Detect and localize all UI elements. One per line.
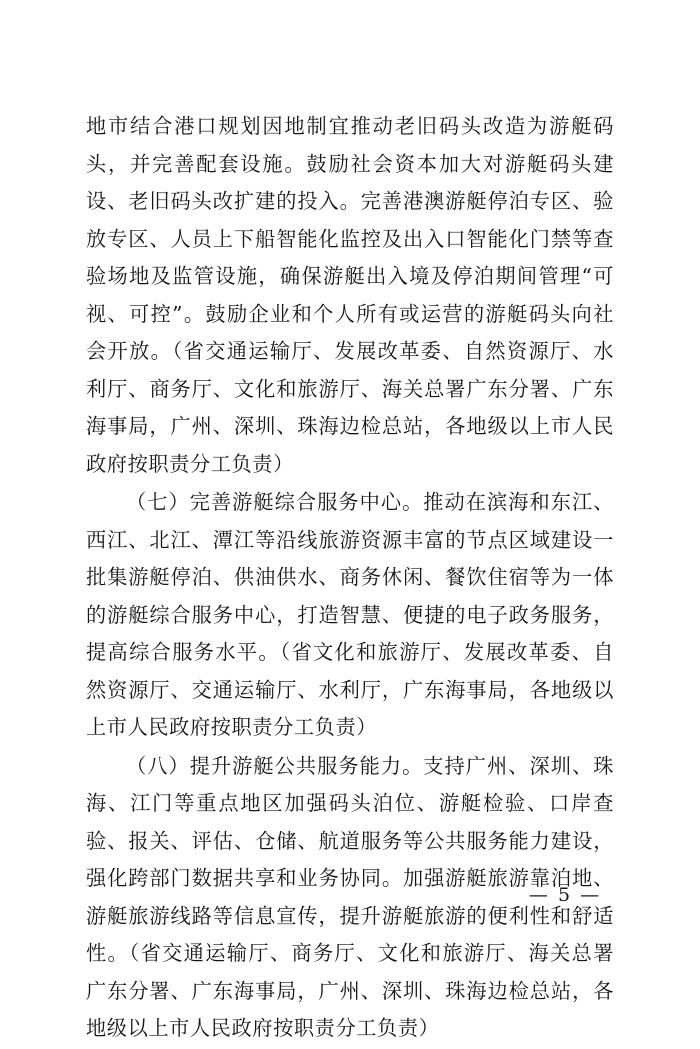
page-number <box>0 884 700 906</box>
page-body <box>86 108 614 1049</box>
page-number-text: — 5 — <box>528 884 602 906</box>
paragraph-continued: 地市结合港口规划因地制宜推动老旧码头改造为游艇码头，并完善配套设施。鼓励社会资本加大对游艇码头建设、老旧码头改扩建的投入。完善港澳游艇停泊专区、验放专区、人员上下船智能化监控及出入口智能化门禁等查验场地及监管设施，确保游艇出入境及停泊期间管理“可视、可控”。鼓励企业和个人所有或运营的游艇码头向社会开放。（省交通运输厅、发展改革委、自然资源厅、水利厅、商务厅、文化和旅游厅、海关总署广东分署、广东海事局，广州、深圳、珠海边检总站，各地级以上市人民政府按职责分工负责） <box>86 114 614 476</box>
paragraph-section-eight: （八）提升游艇公共服务能力。支持广州、深圳、珠海、江门等重点地区加强码头泊位、游艇检验、口岸查验、报关、评估、仓储、航道服务等公共服务能力建设，强化跨部门数据共享和业务协同。加强游艇旅游靠泊地、游艇旅游线路等信息宣传，提升游艇旅游的便利性和舒适性。（省交通运输厅、商务厅、文化和旅游厅、海关总署广东分署、广东海事局，广州、深圳、珠海边检总站，各地级以上市人民政府按职责分工负责） <box>86 753 614 1040</box>
paragraph-section-seven: （七）完善游艇综合服务中心。推动在滨海和东江、西江、北江、潭江等沿线旅游资源丰富的节点区域建设一批集游艇停泊、供油供水、商务休闲、餐饮住宿等为一体的游艇综合服务中心，打造智慧、便捷的电子政务服务，提高综合服务水平。（省文化和旅游厅、发展改革委、自然资源厅、交通运输厅、水利厅，广东海事局，各地级以上市人民政府按职责分工负责） <box>86 490 614 739</box>
